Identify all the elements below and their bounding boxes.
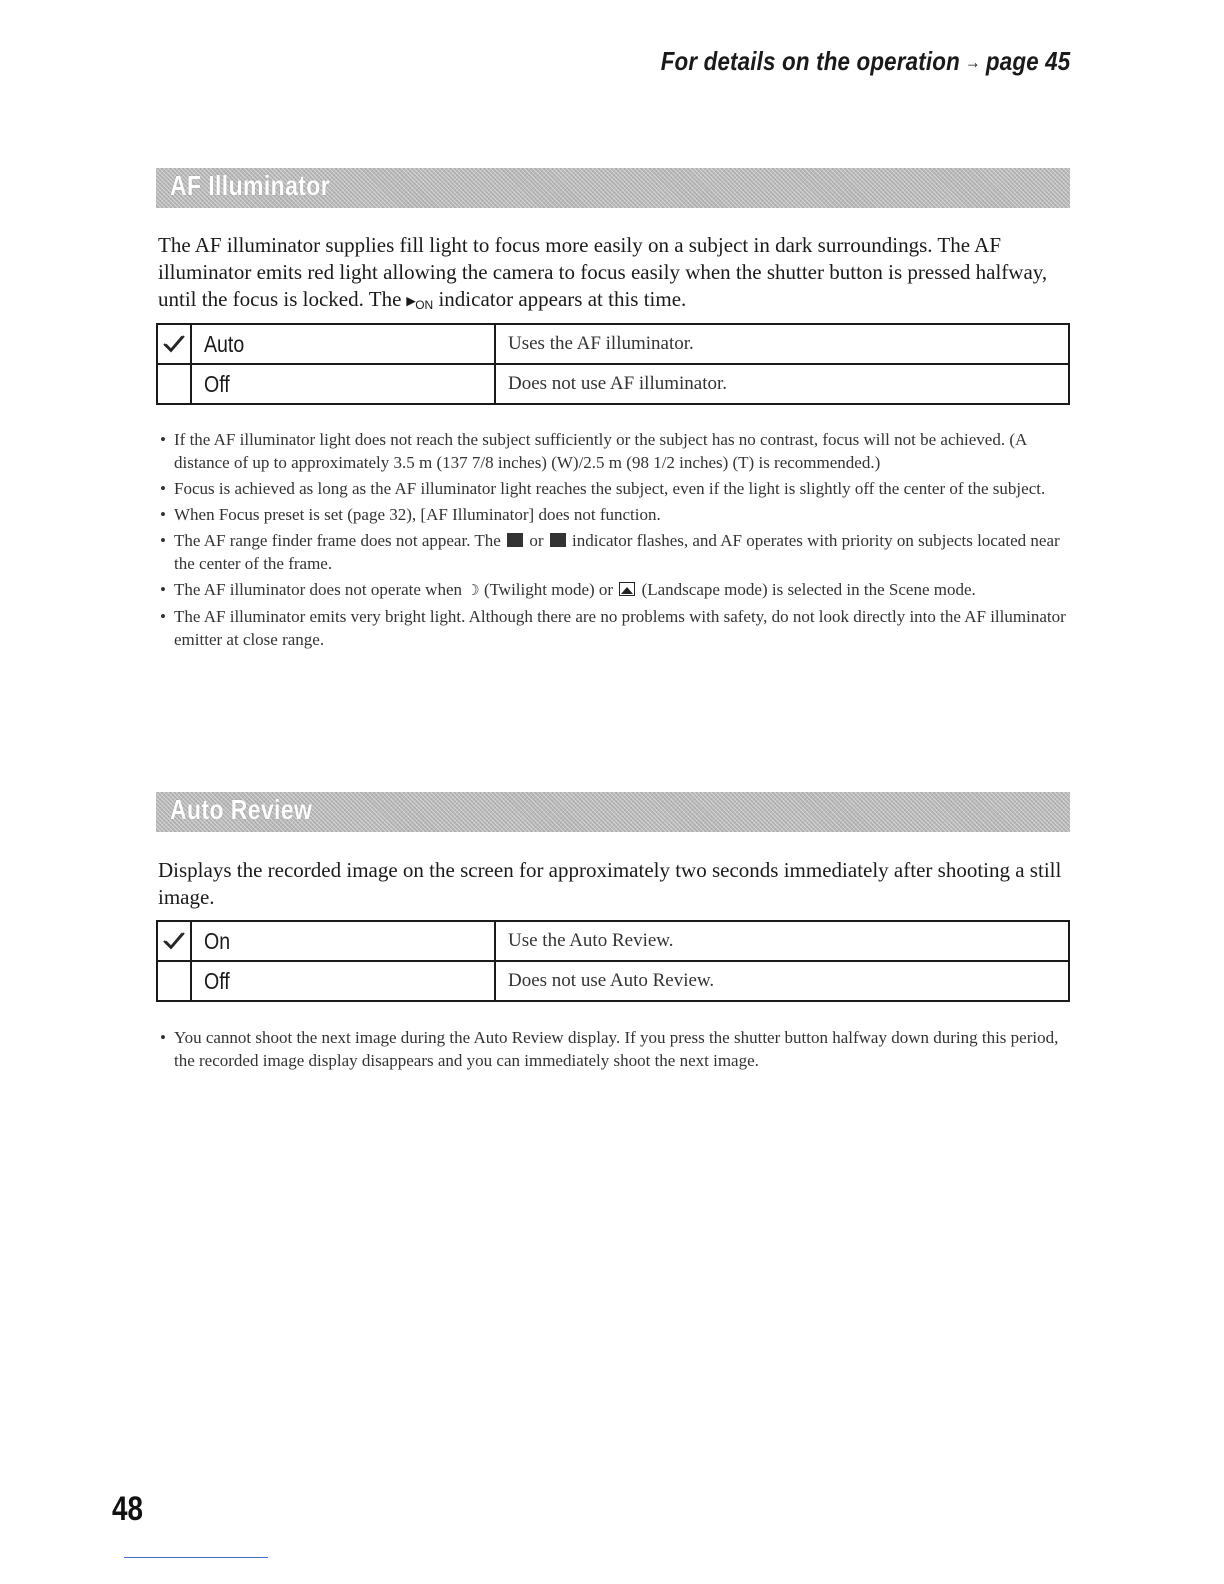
twilight-mode-icon: ☽: [466, 581, 480, 599]
note-item: • Focus is achieved as long as the AF illuminator light reaches the subject, even if the light is slightly off the center of the subject.: [158, 477, 1066, 500]
page-number: 48: [112, 1490, 144, 1528]
section-title: Auto Review: [170, 794, 313, 825]
auto-review-notes: [158, 1026, 1066, 1075]
af-illuminator-notes: [158, 428, 1066, 654]
option-description: Does not use AF illuminator.: [495, 364, 1069, 404]
option-description: Does not use Auto Review.: [495, 961, 1069, 1001]
note-item: • You cannot shoot the next image during the Auto Review display. If you press the shutter button halfway down during this period, the recorded image display disappears and you can immediately shoot the next image.: [158, 1026, 1066, 1072]
af-illuminator-section-header: [156, 168, 1070, 208]
section-title: AF Illuminator: [170, 170, 331, 201]
option-label: On: [191, 921, 495, 961]
reference-text: For details on the operation: [660, 46, 960, 76]
af-illuminator-indicator-icon: $▸_{ON}$: [406, 291, 434, 312]
arrow-icon: →: [964, 52, 981, 72]
af-illuminator-description: The AF illuminator supplies fill light to focus more easily on a subject in dark surroundings. The AF illuminator emits red light allowing the camera to focus easily when the shutter button is pressed halfway, until the focus is locked. The $▸_{ON}$ indicator appears at this time.: [158, 233, 1048, 312]
landscape-mode-icon: [619, 582, 635, 596]
auto-review-section-header: [156, 792, 1070, 832]
note-item: • The AF range finder frame does not appear. The or indicator flashes, and AF operates with priority on subjects located near the center of the frame.: [158, 529, 1066, 575]
option-label: Off: [191, 364, 495, 404]
note-item: • The AF illuminator emits very bright light. Although there are no problems with safety, do not look directly into the AF illuminator emitter at close range.: [158, 605, 1066, 651]
note-item: • When Focus preset is set (page 32), [AF Illuminator] does not function.: [158, 503, 1066, 526]
option-row-on[interactable]: [157, 921, 1069, 961]
default-check-icon: [157, 324, 191, 364]
option-label: Off: [191, 961, 495, 1001]
af-illuminator-options-table: [156, 323, 1070, 405]
af-range-indicator-icon: [507, 533, 523, 547]
option-row-auto[interactable]: [157, 324, 1069, 364]
note-item: • The AF illuminator does not operate when ☽ (Twilight mode) or (Landscape mode) is selected in the Scene mode.: [158, 578, 1066, 602]
option-description: Uses the AF illuminator.: [495, 324, 1069, 364]
default-check-icon: [157, 921, 191, 961]
option-row-off[interactable]: [157, 364, 1069, 404]
option-row-off[interactable]: [157, 961, 1069, 1001]
note-item: • If the AF illuminator light does not reach the subject sufficiently or the subject has no contrast, focus will not be achieved. (A distance of up to approximately 3.5 m (137 7/8 inches) (W)/2.5 m (98 1/2 inches) (T) is recommended.): [158, 428, 1066, 474]
footer-rule: [124, 1557, 268, 1558]
auto-review-description: Displays the recorded image on the screen for approximately two seconds immediately after shooting a still image.: [158, 858, 1062, 909]
option-description: Use the Auto Review.: [495, 921, 1069, 961]
reference-page: page 45: [985, 46, 1070, 76]
operation-page-reference: [660, 46, 1070, 77]
af-range-alt-indicator-icon: [550, 533, 566, 547]
option-label: Auto: [191, 324, 495, 364]
auto-review-options-table: [156, 920, 1070, 1002]
